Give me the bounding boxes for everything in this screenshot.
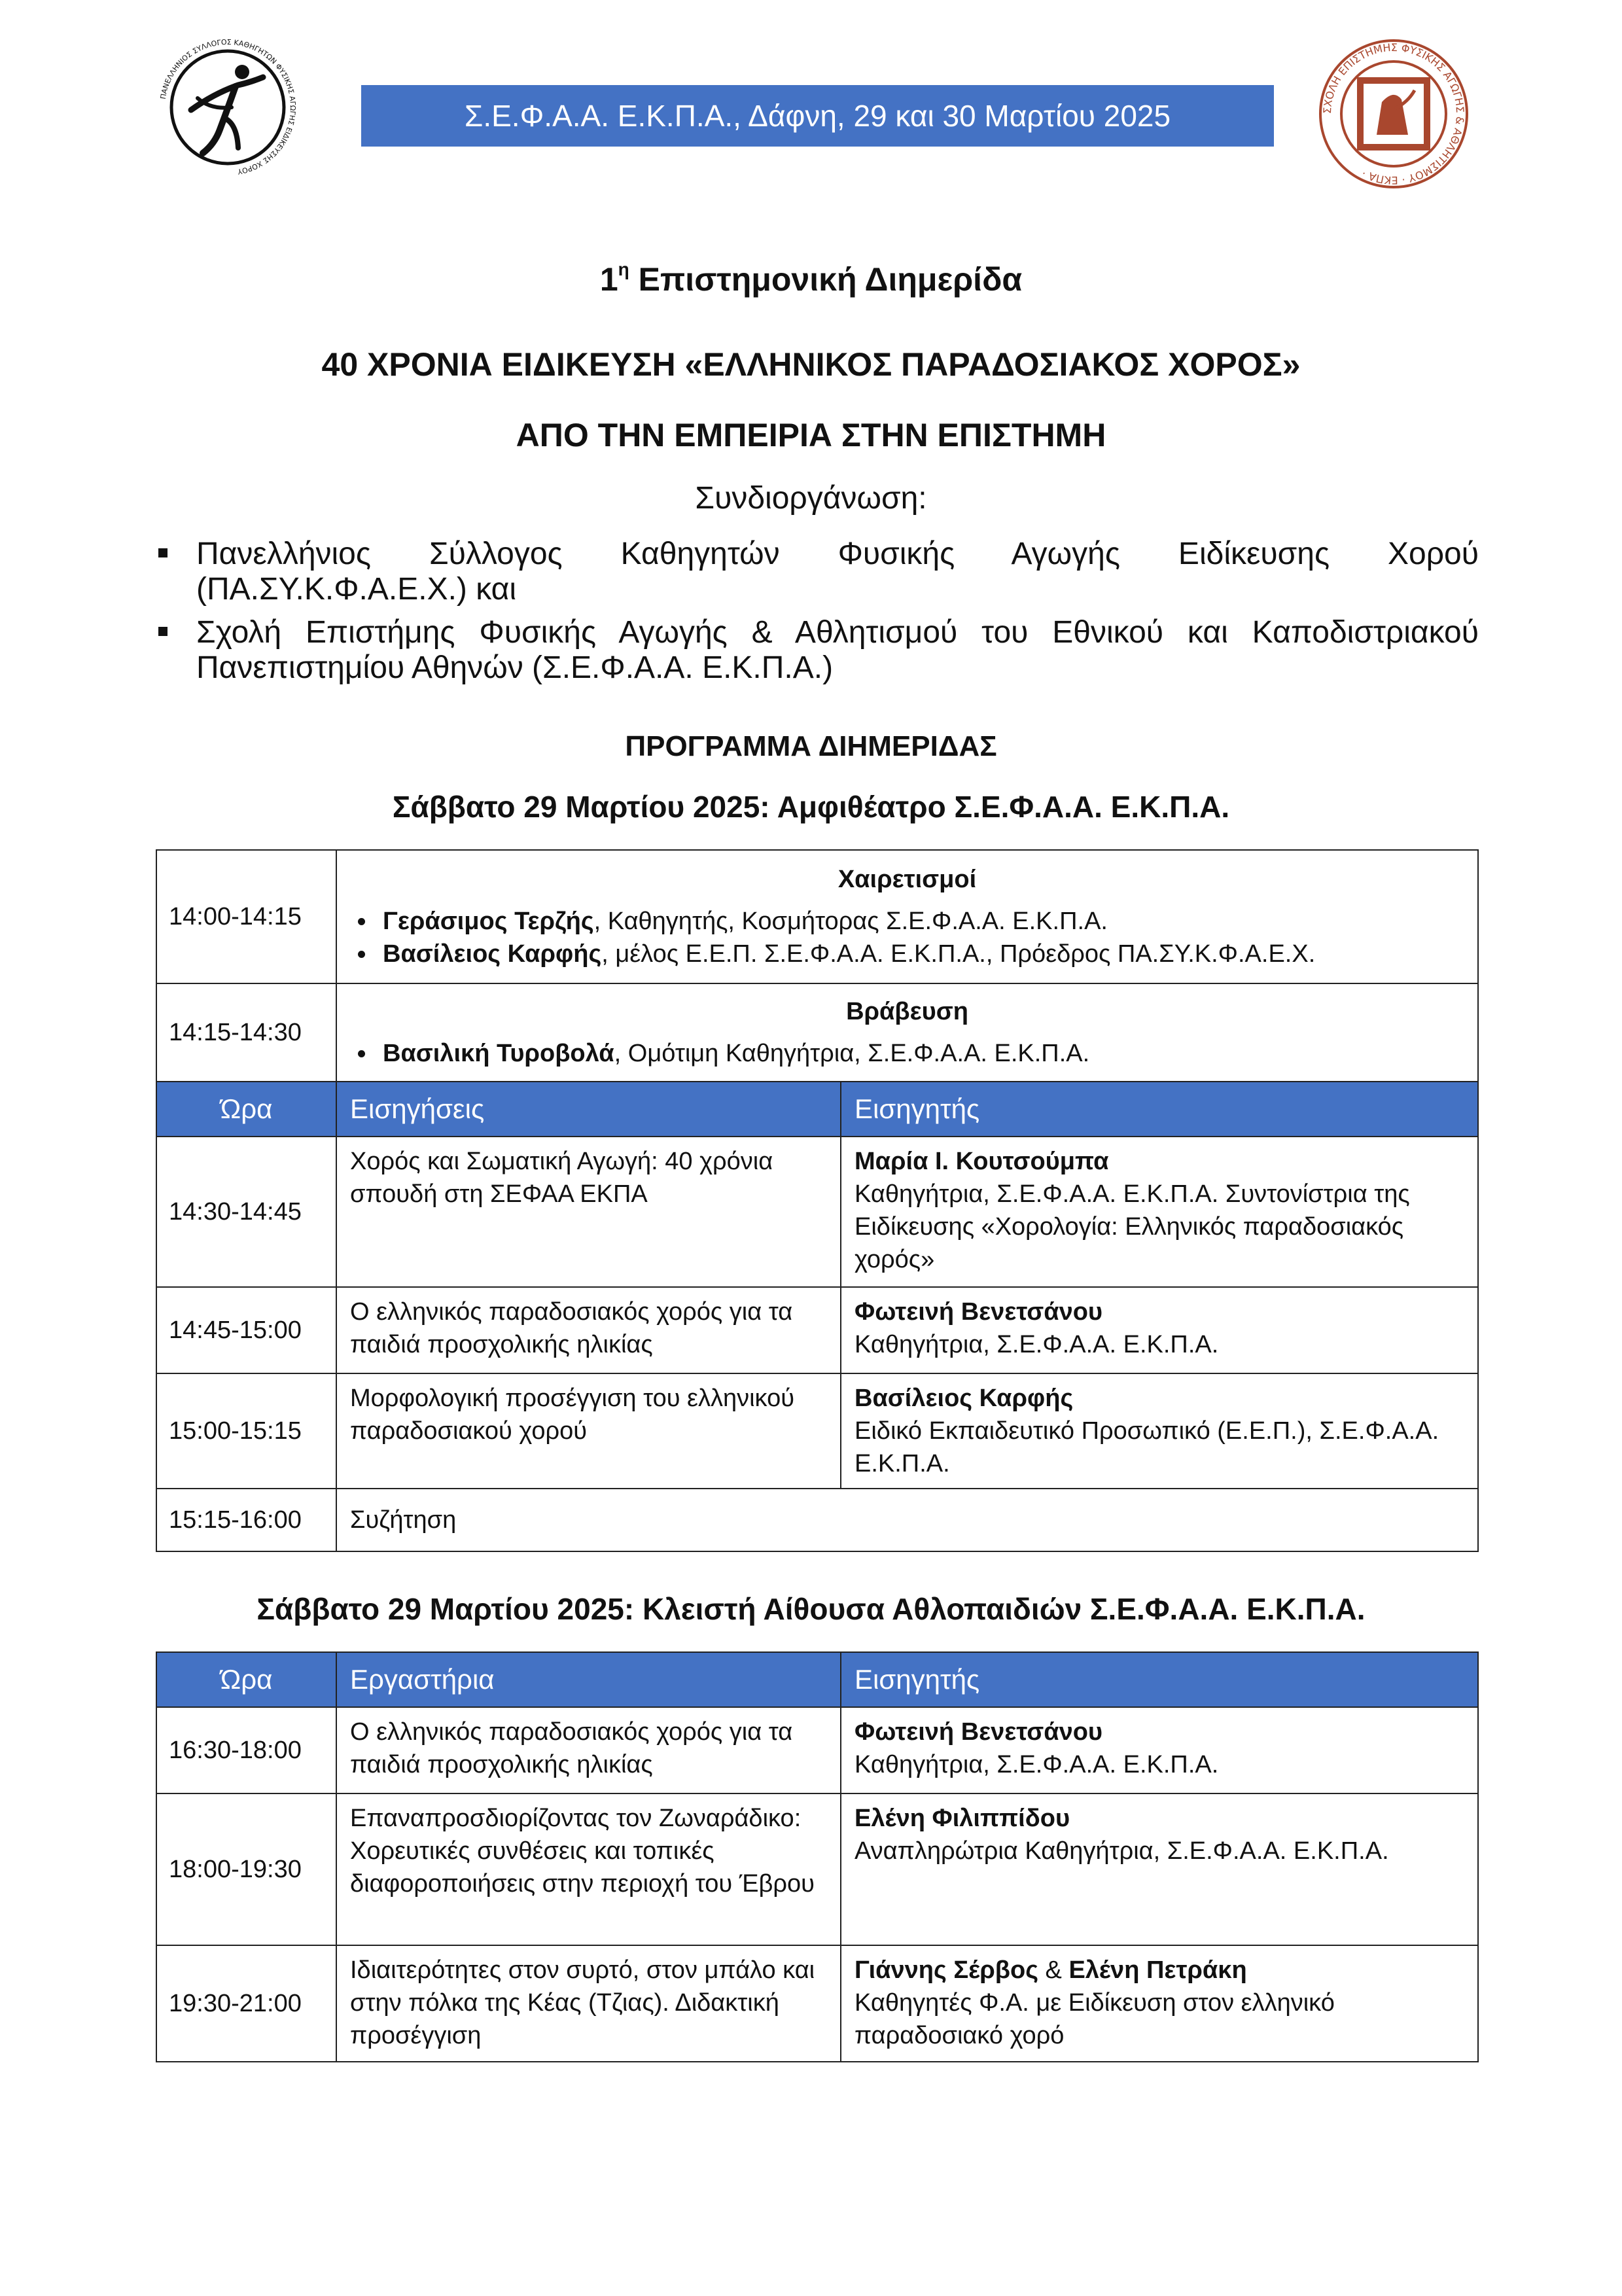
- header-time: Ώρα: [156, 1082, 336, 1137]
- time-cell: 19:30-21:00: [156, 1945, 336, 2062]
- table-row: [156, 983, 1478, 1082]
- header-speaker: Εισηγητής: [841, 1652, 1478, 1707]
- header-topic: Εισηγήσεις: [336, 1082, 841, 1137]
- sefaa-ekpa-seal: [1316, 37, 1471, 191]
- speaker-cell: Μαρία Ι. Κουτσούμπα Καθηγήτρια, Σ.Ε.Φ.Α.Α. Ε.Κ.Π.Α. Συντονίστρια της Ειδίκευσης «Χορολογία: Ελληνικός παραδοσιακός χορός»: [841, 1137, 1478, 1287]
- day2-heading: Σάββατο 29 Μαρτίου 2025: Κλειστή Αίθουσα Αθλοπαιδιών Σ.Ε.Φ.Α.Α. Ε.Κ.Π.Α.: [256, 1592, 1366, 1626]
- pasykfaex-logo: [152, 31, 304, 183]
- bullet-icon: [358, 918, 365, 925]
- topic-cell: Ο ελληνικός παραδοσιακός χορός για τα παιδιά προσχολικής ηλικίας: [336, 1287, 841, 1373]
- bullet-icon: [358, 951, 365, 958]
- topic-cell: Επαναπροσδιορίζοντας τον Ζωναράδικο: Χορευτικές συνθέσεις και τοπικές διαφοροποιήσεις στην περιοχή του Έβρου: [336, 1793, 841, 1945]
- list-item: Γεράσιμος Τερζής, Καθηγητής, Κοσμήτορας Σ.Ε.Φ.Α.Α. Ε.Κ.Π.Α.: [350, 905, 1464, 938]
- event-title: $1^\eta$ Επιστημονική Διημερίδα: [599, 259, 1023, 298]
- svg-text:ΣΧΟΛΗ ΕΠΙΣΤΗΜΗΣ ΦΥΣΙΚΗΣ ΑΓΩΓΗΣ: ΣΧΟΛΗ ΕΠΙΣΤΗΜΗΣ ΦΥΣΙΚΗΣ ΑΓΩΓΗΣ & ΑΘΛΗΤΙΣΜΟΥ · ΕΚΠΑ ·: [1320, 41, 1467, 187]
- session-title: Βράβευση: [846, 998, 968, 1025]
- topic-cell: Ο ελληνικός παραδοσιακός χορός για τα παιδιά προσχολικής ηλικίας: [336, 1707, 841, 1793]
- time-cell: 14:15-14:30: [156, 983, 336, 1082]
- header-topic: Εργαστήρια: [336, 1652, 841, 1707]
- time-cell: 14:30-14:45: [156, 1137, 336, 1287]
- co-organization-label: Συνδιοργάνωση:: [695, 481, 927, 516]
- speaker-cell: Ελένη Φιλιππίδου Αναπληρώτρια Καθηγήτρια, Σ.Ε.Φ.Α.Α. Ε.Κ.Π.Α.: [841, 1793, 1478, 1945]
- square-bullet-icon: [158, 548, 167, 557]
- day1-heading: Σάββατο 29 Μαρτίου 2025: Αμφιθέατρο Σ.Ε.Φ.Α.Α. Ε.Κ.Π.Α.: [392, 790, 1230, 824]
- square-bullet-icon: [158, 627, 167, 636]
- organizer-item: Σχολή Επιστήμης Φυσικής Αγωγής & Αθλητισμού του Εθνικού και Καποδιστριακού Πανεπιστημίου Αθηνών (Σ.Ε.Φ.Α.Α. Ε.Κ.Π.Α.): [157, 615, 1479, 686]
- time-cell: 15:15-16:00: [156, 1489, 336, 1551]
- session-title: Χαιρετισμοί: [837, 866, 977, 893]
- time-cell: 14:00-14:15: [156, 850, 336, 983]
- header-time: Ώρα: [156, 1652, 336, 1707]
- date-banner: Σ.Ε.Φ.Α.Α. Ε.Κ.Π.Α., Δάφνη, 29 και 30 Μαρτίου 2025: [361, 85, 1274, 147]
- topic-cell: Μορφολογική προσέγγιση του ελληνικού παραδοσιακού χορού: [336, 1373, 841, 1489]
- program-heading: ΠΡΟΓΡΑΜΜΑ ΔΙΗΜΕΡΙΔΑΣ: [625, 730, 997, 762]
- day2-workshops-table: [156, 1651, 1479, 2062]
- day1-schedule-table: [156, 849, 1479, 1552]
- table-row: [156, 1945, 1478, 2062]
- event-subtitle: 40 ΧΡΟΝΙΑ ΕΙΔΙΚΕΥΣΗ «ΕΛΛΗΝΙΚΟΣ ΠΑΡΑΔΟΣΙΑΚΟΣ ΧΟΡΟΣ»: [321, 346, 1301, 383]
- event-tagline: ΑΠΟ ΤΗΝ ΕΜΠΕΙΡΙΑ ΣΤΗΝ ΕΠΙΣΤΗΜΗ: [516, 417, 1106, 453]
- table-row: [156, 1137, 1478, 1287]
- table-row: [156, 1287, 1478, 1373]
- header-speaker: Εισηγητής: [841, 1082, 1478, 1137]
- table-row: [156, 1489, 1478, 1551]
- list-item: Βασιλική Τυροβολά, Ομότιμη Καθηγήτρια, Σ.Ε.Φ.Α.Α. Ε.Κ.Π.Α.: [350, 1037, 1464, 1070]
- organizers-list: [157, 537, 1479, 694]
- table-row: [156, 1793, 1478, 1945]
- speaker-cell: Φωτεινή Βενετσάνου Καθηγήτρια, Σ.Ε.Φ.Α.Α. Ε.Κ.Π.Α.: [841, 1287, 1478, 1373]
- time-cell: 14:45-15:00: [156, 1287, 336, 1373]
- topic-cell: Ιδιαιτερότητες στον συρτό, στον μπάλο και στην πόλκα της Κέας (Τζιας). Διδακτική προσέγγιση: [336, 1945, 841, 2062]
- table-row: [156, 1707, 1478, 1793]
- speaker-cell: Βασίλειος Καρφής Ειδικό Εκπαιδευτικό Προσωπικό (Ε.Ε.Π.), Σ.Ε.Φ.Α.Α. Ε.Κ.Π.Α.: [841, 1373, 1478, 1489]
- speaker-cell: Γιάννης Σέρβος & Ελένη Πετράκη Καθηγητές Φ.Α. με Ειδίκευση στον ελληνικό παραδοσιακό χορό: [841, 1945, 1478, 2062]
- bullet-icon: [358, 1050, 365, 1057]
- discussion-cell: Συζήτηση: [336, 1489, 1478, 1551]
- speaker-cell: Φωτεινή Βενετσάνου Καθηγήτρια, Σ.Ε.Φ.Α.Α. Ε.Κ.Π.Α.: [841, 1707, 1478, 1793]
- table-header-row: [156, 1082, 1478, 1137]
- time-cell: 15:00-15:15: [156, 1373, 336, 1489]
- table-header-row: [156, 1652, 1478, 1707]
- topic-cell: Χορός και Σωματική Αγωγή: 40 χρόνια σπουδή στη ΣΕΦΑΑ ΕΚΠΑ: [336, 1137, 841, 1287]
- time-cell: 16:30-18:00: [156, 1707, 336, 1793]
- table-row: [156, 1373, 1478, 1489]
- organizer-item: Πανελλήνιος Σύλλογος Καθηγητών Φυσικής Αγωγής Ειδίκευσης Χορού (ΠΑ.ΣΥ.Κ.Φ.Α.Ε.Χ.) και: [157, 537, 1479, 607]
- list-item: Βασίλειος Καρφής, μέλος Ε.Ε.Π. Σ.Ε.Φ.Α.Α. Ε.Κ.Π.Α., Πρόεδρος ΠΑ.ΣΥ.Κ.Φ.Α.Ε.Χ.: [350, 938, 1464, 970]
- svg-text:ΠΑΝΕΛΛΗΝΙΟΣ ΣΥΛΛΟΓΟΣ ΚΑΘΗΓΗΤΩΝ: ΠΑΝΕΛΛΗΝΙΟΣ ΣΥΛΛΟΓΟΣ ΚΑΘΗΓΗΤΩΝ ΦΥΣΙΚΗΣ ΑΓΩΓΗΣ ΕΙΔΙΚΕΥΣΗΣ ΧΟΡΟΥ: [158, 37, 298, 176]
- time-cell: 18:00-19:30: [156, 1793, 336, 1945]
- table-row: [156, 850, 1478, 983]
